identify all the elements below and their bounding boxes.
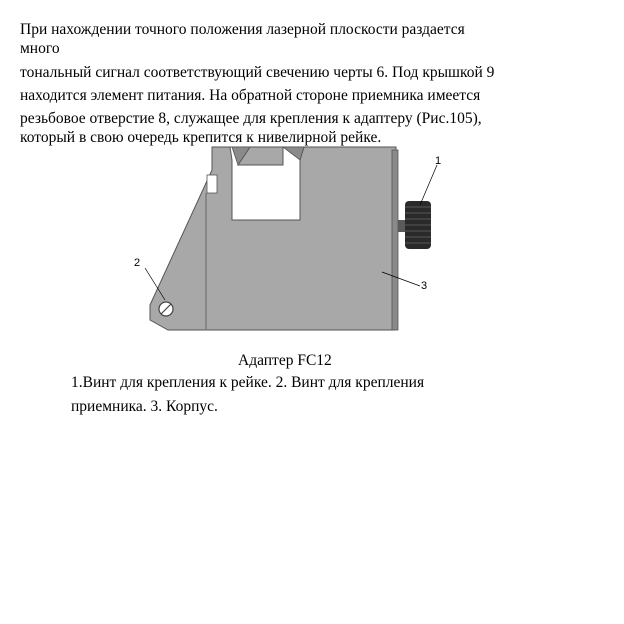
adapter-notch <box>207 175 217 193</box>
paragraph-line-6: который в свою очередь крепится к нивелирной рейке. <box>20 129 382 146</box>
figure-title: Адаптер FC12 <box>238 352 332 369</box>
caption-line-1: 1.Винт для крепления к рейке. 2. Винт для крепления <box>71 374 425 391</box>
callout-2: 2 <box>134 257 141 269</box>
paragraph-line-4: находится элемент питания. На обратной стороне приемника имеется <box>20 87 481 104</box>
leader-line-1 <box>420 165 437 205</box>
callout-3: 3 <box>421 280 428 292</box>
paragraph-line-1: При нахождении точного положения лазерной плоскости раздается <box>20 21 465 38</box>
callout-1: 1 <box>435 155 442 167</box>
adapter-side-plate <box>392 150 398 330</box>
knob-shaft <box>398 220 406 232</box>
paragraph-line-2: много <box>20 40 60 57</box>
paragraph-line-5: резьбовое отверстие 8, служащее для крепления к адаптеру (Рис.105), <box>20 110 482 127</box>
paragraph-line-3: тональный сигнал соответствующий свечению черты 6. Под крышкой 9 <box>20 64 495 81</box>
caption-line-2: приемника. 3. Корпус. <box>71 398 218 415</box>
